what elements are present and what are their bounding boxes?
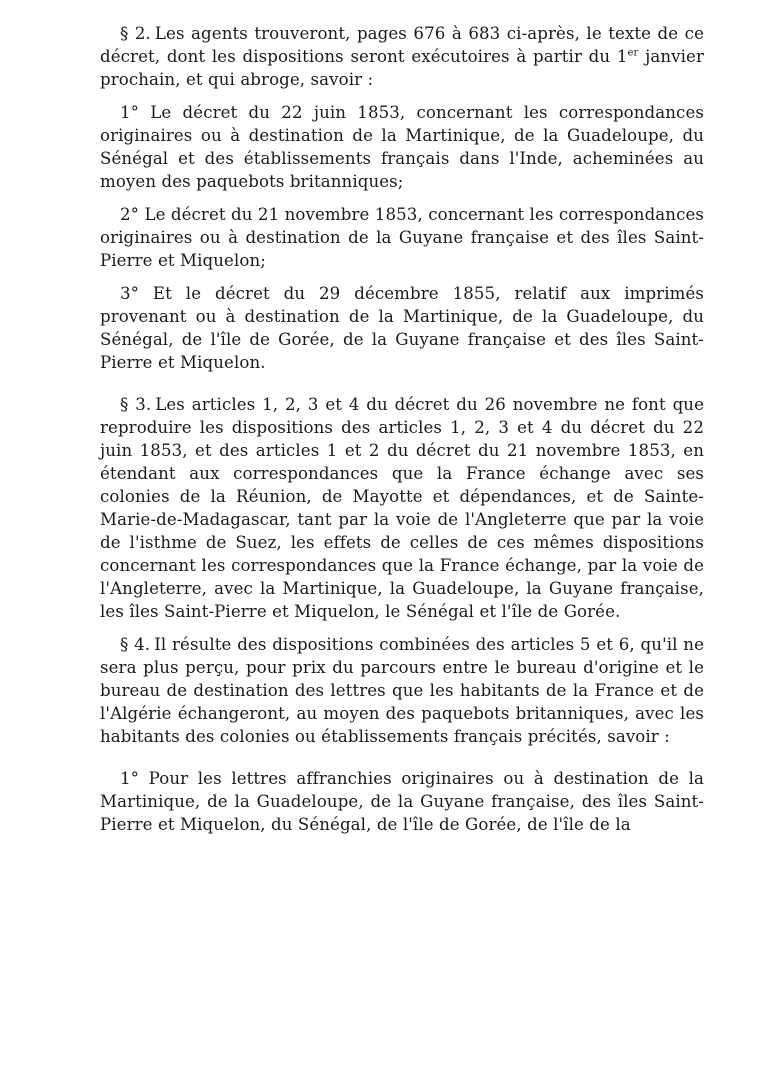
paragraph-text: 1° Pour les lettres affranchies originaires ou à destination de la Martinique, de la Guadeloupe, de la Guyane française, des îles Saint-Pierre et Miquelon, du Sénégal, de l'île de Gorée, de l'île de la — [100, 769, 704, 834]
paragraph-item-1 — [100, 101, 704, 193]
paragraph-text: 2° Le décret du 21 novembre 1853, concernant les correspondances originaires ou à destination de la Guyane française et des îles Saint-Pierre et Miquelon; — [100, 205, 704, 270]
paragraph-item-2 — [100, 203, 704, 272]
paragraph-text: Il résulte des dispositions combinées des articles 5 et 6, qu'il ne sera plus perçu, pour prix du parcours entre le bureau d'origine et le bureau de destination des lettres que les habitants de la France et de l'Algérie échangeront, au moyen des paquebots britanniques, avec les habitants des colonies ou établissements français précités, savoir : — [100, 635, 704, 746]
paragraph-text: 1° Le décret du 22 juin 1853, concernant les correspondances originaires ou à destination de la Martinique, de la Guadeloupe, du Sénégal et des établissements français dans l'Inde, acheminées au moyen des paquebots britanniques; — [100, 103, 704, 191]
paragraph-section-3 — [100, 393, 704, 623]
paragraph-text: Les articles 1, 2, 3 et 4 du décret du 26 novembre ne font que reproduire les dispositions des articles 1, 2, 3 et 4 du décret du 22 juin 1853, et des articles 1 et 2 du décret du 21 novembre 1853, en étendant aux correspondances que la France échange avec ses colonies de la Réunion, de Mayotte et dépendances, et de Sainte-Marie-de-Madagascar, tant par la voie de l'Angleterre que par la voie de l'isthme de Suez, les effets de celles de ces mêmes dispositions concernant les correspondances que la France échange, par la voie de l'Angleterre, avec la Martinique, la Guadeloupe, la Guyane française, les îles Saint-Pierre et Miquelon, le Sénégal et l'île de Gorée. — [100, 395, 704, 621]
paragraph-section-4 — [100, 633, 704, 748]
section-mark: § 4. — [120, 635, 151, 654]
paragraph-item-3 — [100, 282, 704, 374]
section-mark: § 2. — [120, 24, 151, 43]
document-page — [100, 22, 704, 846]
paragraph-text: Les agents trouveront, pages 676 à 683 ci-après, le texte de ce décret, dont les dispositions seront exécutoires à partir du 1 — [100, 24, 704, 66]
paragraph-section-2 — [100, 22, 704, 91]
paragraph-text: 3° Et le décret du 29 décembre 1855, relatif aux imprimés provenant ou à destination de la Martinique, de la Guadeloupe, du Sénégal, de l'île de Gorée, de la Guyane française et des îles Saint-Pierre et Miquelon. — [100, 284, 704, 372]
paragraph-item-1-letters — [100, 767, 704, 836]
section-mark: § 3. — [120, 395, 152, 414]
paragraph-text: janvier prochain, et qui abroge, savoir : — [100, 47, 704, 89]
superscript: er — [627, 47, 639, 59]
